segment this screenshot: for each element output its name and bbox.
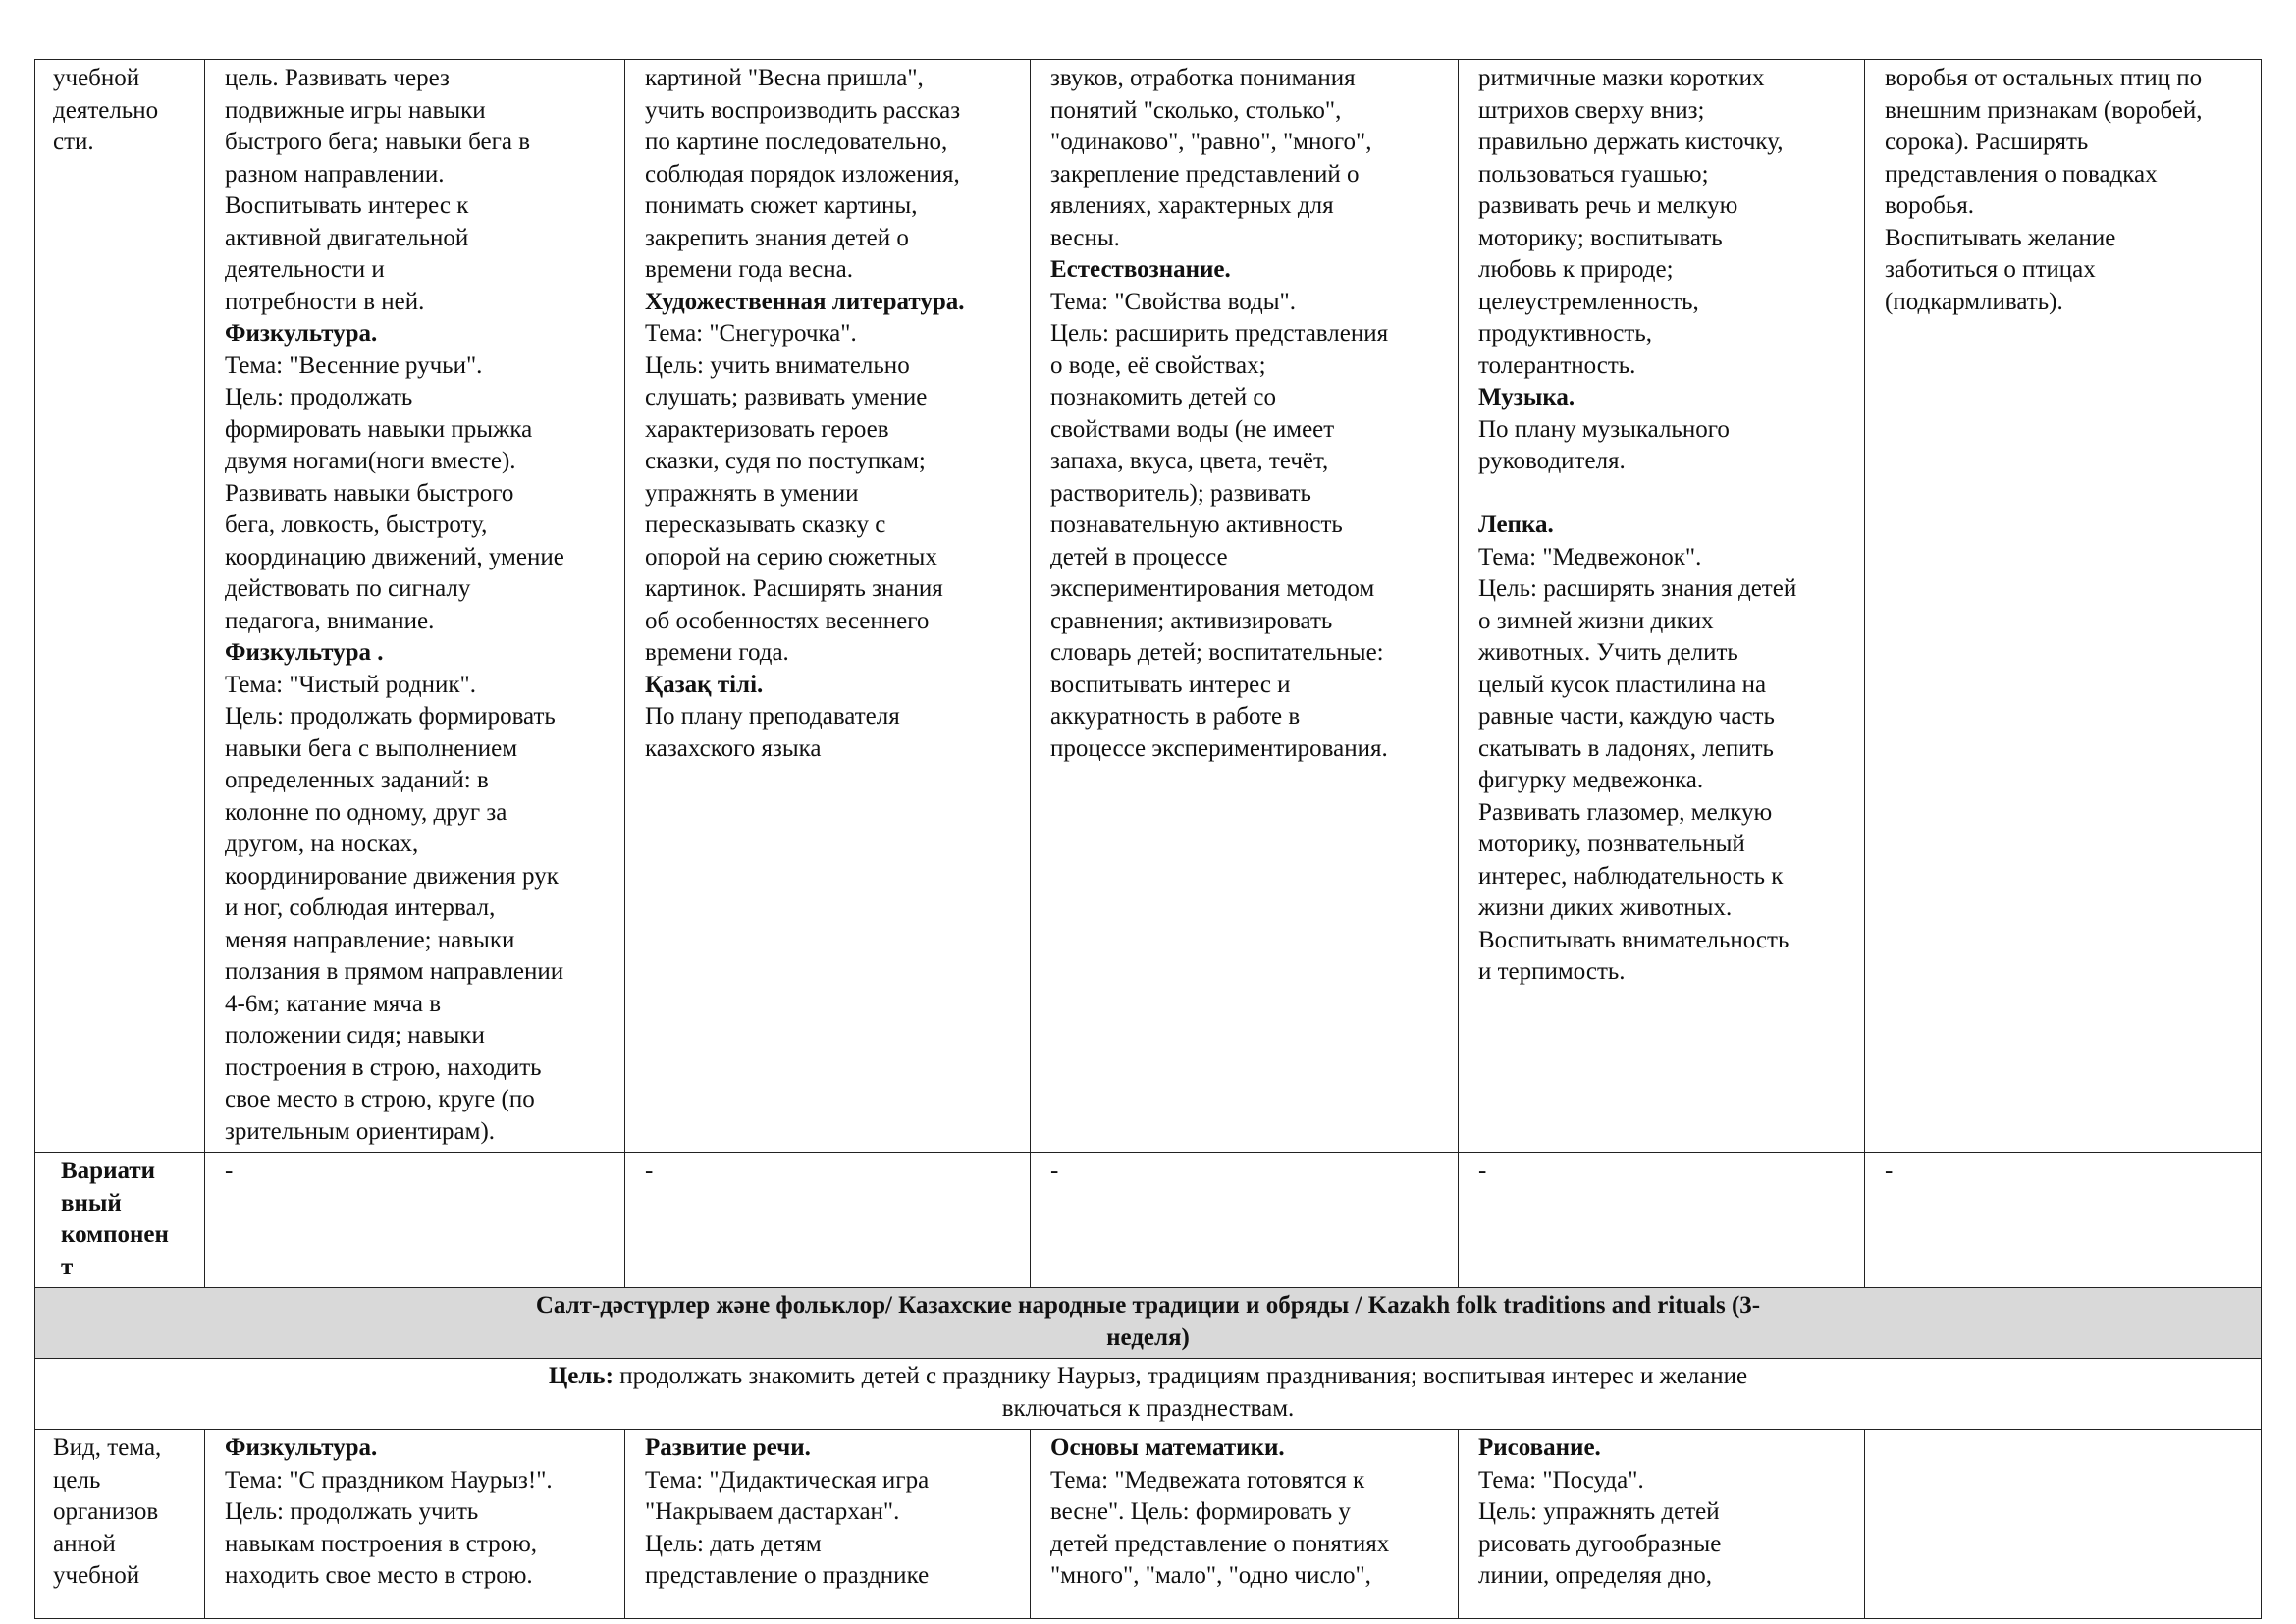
cell-text-line: развивать речь и мелкую [1478, 192, 1738, 219]
cell-text-line: весне". Цель: формировать у [1050, 1498, 1351, 1525]
row-label-cell [35, 1153, 205, 1288]
cell-text-line: положении сидя; навыки [225, 1022, 485, 1049]
cell-text-line: представления о повадках [1885, 160, 2158, 188]
subject-heading: Рисование. [1478, 1435, 1601, 1461]
cell-text-line: Цель: продолжать формировать [225, 703, 556, 730]
cell-text-line: построения в строю, находить [225, 1054, 542, 1081]
subject-heading: Лепка. [1478, 512, 1554, 538]
cell-text-line: слушать; развивать умение [645, 384, 928, 410]
cell-text-line: интерес, наблюдательность к [1478, 862, 1784, 890]
cell-text-line: Тема: "Чистый родник". [225, 671, 476, 698]
cell-text-line: Цель: учить внимательно [645, 352, 910, 379]
cell-text-line: закрепление представлений о [1050, 160, 1360, 188]
cell-text-line: представление о празднике [645, 1562, 930, 1589]
cell-text-line: По плану музыкального [1478, 415, 1730, 443]
subject-heading: Қазақ тілі. [645, 671, 764, 698]
row-label-cell [35, 60, 205, 1153]
row-label-line: цель [53, 1466, 101, 1493]
cell-text-line: Развивать глазомер, мелкую [1478, 798, 1773, 826]
day-cell-wednesday [1031, 1430, 1459, 1619]
subject-heading: Основы математики. [1050, 1435, 1285, 1461]
week-band-cell [35, 1288, 2262, 1359]
cell-text-line: свое место в строю, круге (по [225, 1086, 535, 1112]
cell-text-line: другом, на носках, [225, 831, 419, 857]
dash-value: - [645, 1158, 654, 1184]
cell-text-line: и терпимость. [1478, 958, 1626, 985]
cell-text-line: равные части, каждую часть [1478, 703, 1775, 730]
day-cell [1459, 1153, 1865, 1288]
cell-text-line: руководителя. [1478, 448, 1626, 474]
cell-text-line: детей в процессе [1050, 543, 1228, 570]
cell-text-line: Цель: расширить представления [1050, 320, 1389, 347]
cell-text-line: жизни диких животных. [1478, 894, 1733, 921]
cell-text-line: потребности в ней. [225, 288, 425, 315]
cell-text-line: находить свое место в строю. [225, 1562, 533, 1589]
cell-text-line: закрепить знания детей о [645, 224, 909, 251]
row-label-line: анной [53, 1530, 116, 1557]
day-cell-thursday [1459, 1430, 1865, 1619]
lesson-plan-table [34, 59, 2262, 1619]
cell-text-line: Тема: "Весенние ручьи". [225, 352, 483, 379]
cell-text-line: навыкам построения в строю, [225, 1530, 538, 1557]
dash-value: - [1885, 1158, 1894, 1184]
cell-text-line: Развивать навыки быстрого [225, 479, 514, 507]
cell-text-line: Цель: упражнять детей [1478, 1498, 1720, 1525]
cell-text-line: процессе экспериментирования. [1050, 734, 1388, 762]
cell-text-line: быстрого бега; навыки бега в [225, 129, 530, 155]
cell-text-line: формировать навыки прыжка [225, 415, 533, 443]
goal-row [35, 1359, 2262, 1430]
cell-text-line: казахского языка [645, 734, 822, 762]
day-cell-wednesday [1031, 60, 1459, 1153]
cell-text-line: цель. Развивать через [225, 65, 450, 91]
cell-text-line: аккуратность в работе в [1050, 703, 1301, 730]
subject-heading: Физкультура. [225, 320, 378, 347]
cell-text-line: навыки бега с выполнением [225, 734, 518, 762]
goal-label: Цель: [548, 1363, 614, 1389]
cell-text-line: (подкармливать). [1885, 288, 2063, 315]
row-label-line: организов [53, 1498, 159, 1525]
week-band-line-2: неделя) [1106, 1324, 1190, 1351]
table-row-activities [35, 1430, 2262, 1619]
cell-text-line: По плану преподавателя [645, 703, 900, 730]
cell-text-line: координацию движений, умение [225, 543, 564, 570]
subject-heading: Музыка. [1478, 384, 1575, 410]
cell-text-line: животных. Учить делить [1478, 639, 1738, 666]
cell-text-line: познакомить детей со [1050, 384, 1276, 410]
day-cell-monday [205, 60, 625, 1153]
cell-text-line: целый кусок пластилина на [1478, 671, 1767, 698]
row-label-line: деятельно [53, 96, 159, 124]
cell-text-line: Тема: "С праздником Наурыз!". [225, 1466, 553, 1493]
cell-text-line: двумя ногами(ноги вместе). [225, 448, 516, 474]
row-label-line: компонен [61, 1221, 169, 1248]
row-label-line: учебной [53, 65, 140, 91]
day-cell [205, 1153, 625, 1288]
cell-text-line: по картине последовательно, [645, 129, 948, 155]
cell-text-line: скатывать в ладонях, лепить [1478, 734, 1774, 762]
goal-text-1: продолжать знакомить детей с празднику Наурыз, традициям празднивания; воспитывая интерес и желание [613, 1363, 1748, 1389]
cell-text-line: педагога, внимание. [225, 607, 435, 634]
day-cell-thursday [1459, 60, 1865, 1153]
cell-text-line: заботиться о птицах [1885, 256, 2096, 283]
cell-text-line: Тема: "Посуда". [1478, 1466, 1644, 1493]
day-cell-monday [205, 1430, 625, 1619]
cell-text-line: свойствами воды (не имеет [1050, 415, 1335, 443]
cell-text-line: опорой на серию сюжетных [645, 543, 937, 570]
cell-text-line: экспериментирования методом [1050, 575, 1375, 602]
day-cell-friday [1865, 1430, 2262, 1619]
subject-heading: Физкультура . [225, 639, 384, 666]
cell-text-line: деятельности и [225, 256, 385, 283]
cell-text-line: учить воспроизводить рассказ [645, 96, 961, 124]
cell-text-line: колонне по одному, друг за [225, 798, 507, 826]
day-cell [625, 1153, 1031, 1288]
row-label-line: Вид, тема, [53, 1435, 162, 1461]
day-cell-tuesday [625, 1430, 1031, 1619]
dash-value: - [1478, 1158, 1487, 1184]
cell-text-line: действовать по сигналу [225, 575, 471, 602]
cell-text-line: звуков, отработка понимания [1050, 65, 1356, 91]
cell-text-line: понимать сюжет картины, [645, 192, 918, 219]
cell-text-line: растворитель); развивать [1050, 479, 1311, 507]
cell-text-line: "много", "мало", "одно число", [1050, 1562, 1371, 1589]
cell-text-line: 4-6м; катание мяча в [225, 990, 442, 1017]
cell-text-line: Тема: "Медвежата готовятся к [1050, 1466, 1365, 1493]
cell-text-line: детей представление о понятиях [1050, 1530, 1390, 1557]
cell-text-line: штрихов сверху вниз; [1478, 96, 1705, 124]
cell-text-line: фигурку медвежонка. [1478, 767, 1704, 793]
cell-text-line: определенных заданий: в [225, 767, 489, 793]
subject-heading: Физкультура. [225, 1435, 378, 1461]
row-label-line: сти. [53, 129, 94, 155]
cell-text-line: сорока). Расширять [1885, 129, 2089, 155]
cell-text-line: ритмичные мазки коротких [1478, 65, 1765, 91]
cell-text-line: упражнять в умении [645, 479, 859, 507]
cell-text-line: пользоваться гуашью; [1478, 160, 1709, 188]
cell-text-line: Цель: продолжать [225, 384, 413, 410]
cell-text-line: координирование движения рук [225, 862, 559, 890]
cell-text-line: моторику; воспитывать [1478, 224, 1723, 251]
cell-text-line: целеустремленность, [1478, 288, 1699, 315]
cell-text-line: пересказывать сказку с [645, 512, 886, 538]
cell-text-line: весны. [1050, 224, 1120, 251]
cell-text-line: воробья от остальных птиц по [1885, 65, 2203, 91]
dash-value: - [225, 1158, 234, 1184]
cell-text-line: разном направлении. [225, 160, 445, 188]
cell-text-line: об особенностях весеннего [645, 607, 930, 634]
cell-text-line: Тема: "Дидактическая игра [645, 1466, 930, 1493]
cell-text-line: Цель: расширять знания детей [1478, 575, 1797, 602]
cell-text-line: сказки, судя по поступкам; [645, 448, 926, 474]
row-label-line: т [61, 1253, 74, 1280]
cell-text-line: моторику, познвательный [1478, 831, 1745, 857]
cell-text-line: и ног, соблюдая интервал, [225, 894, 496, 921]
cell-text-line: времени года. [645, 639, 789, 666]
schedule-page [34, 59, 2261, 1619]
cell-text-line: подвижные игры навыки [225, 96, 486, 124]
goal-cell [35, 1359, 2262, 1430]
cell-text-line: Тема: "Снегурочка". [645, 320, 857, 347]
day-cell [1031, 1153, 1459, 1288]
cell-text-line: о воде, её свойствах; [1050, 352, 1266, 379]
cell-text-line: активной двигательной [225, 224, 469, 251]
cell-text-line: Тема: "Медвежонок". [1478, 543, 1702, 570]
row-label-line: учебной [53, 1562, 140, 1589]
goal-line-1 [35, 1361, 2261, 1393]
table-row-variative [35, 1153, 2262, 1288]
row-label-line: вный [61, 1189, 122, 1217]
cell-text-line: бега, ловкость, быстроту, [225, 512, 488, 538]
cell-text-line: запаха, вкуса, цвета, течёт, [1050, 448, 1329, 474]
cell-text-line: времени года весна. [645, 256, 853, 283]
cell-text-line: познавательную активность [1050, 512, 1343, 538]
day-cell-friday [1865, 60, 2262, 1153]
table-row-continuation [35, 60, 2262, 1153]
goal-line-2: включаться к празднествам. [1001, 1394, 1295, 1422]
cell-text-line: любовь к природе; [1478, 256, 1674, 283]
cell-text-line: внешним признакам (воробей, [1885, 96, 2203, 124]
subject-heading: Естествознание. [1050, 256, 1231, 283]
cell-text-line: рисовать дугообразные [1478, 1530, 1722, 1557]
cell-text-line: Цель: продолжать учить [225, 1498, 479, 1525]
subject-heading: Художественная литература. [645, 288, 965, 315]
cell-text-line: соблюдая порядок изложения, [645, 160, 960, 188]
subject-heading: Развитие речи. [645, 1435, 811, 1461]
cell-text-line: меняя направление; навыки [225, 926, 515, 953]
cell-text-line [1478, 478, 1856, 511]
cell-text-line: линии, определяя дно, [1478, 1562, 1713, 1589]
cell-text-line: о зимней жизни диких [1478, 607, 1714, 634]
cell-text-line: "Накрываем дастархан". [645, 1498, 900, 1525]
cell-text-line: продуктивность, [1478, 320, 1652, 347]
cell-text-line: воспитывать интерес и [1050, 671, 1291, 698]
cell-text-line: словарь детей; воспитательные: [1050, 639, 1384, 666]
cell-text-line: характеризовать героев [645, 415, 889, 443]
cell-text-line: "одинаково", "равно", "много", [1050, 129, 1372, 155]
cell-text-line: явлениях, характерных для [1050, 192, 1334, 219]
cell-text-line: зрительным ориентирам). [225, 1117, 496, 1145]
day-cell [1865, 1153, 2262, 1288]
cell-text-line: сравнения; активизировать [1050, 607, 1333, 634]
cell-text-line: Воспитывать внимательность [1478, 926, 1789, 953]
cell-text-line: понятий "сколько, столько", [1050, 96, 1342, 124]
cell-text-line: правильно держать кисточку, [1478, 129, 1784, 155]
cell-text-line: Воспитывать желание [1885, 224, 2116, 251]
cell-text-line: Тема: "Свойства воды". [1050, 288, 1296, 315]
cell-text-line: Воспитывать интерес к [225, 192, 469, 219]
week-band-line-1: Салт-дәстүрлер және фольклор/ Казахские народные традиции и обряды / Kazakh folk traditions and rituals (3- [535, 1292, 1761, 1319]
row-label-cell [35, 1430, 205, 1619]
cell-text-line: картиной "Весна пришла", [645, 65, 924, 91]
cell-text-line: ползания в прямом направлении [225, 958, 564, 985]
cell-text-line: картинок. Расширять знания [645, 575, 943, 602]
week-band-row [35, 1288, 2262, 1359]
cell-text-line: Цель: дать детям [645, 1530, 822, 1557]
cell-text-line: воробья. [1885, 192, 1975, 219]
row-label-line: Вариати [61, 1158, 156, 1184]
cell-text-line: толерантность. [1478, 352, 1636, 379]
day-cell-tuesday [625, 60, 1031, 1153]
dash-value: - [1050, 1158, 1059, 1184]
